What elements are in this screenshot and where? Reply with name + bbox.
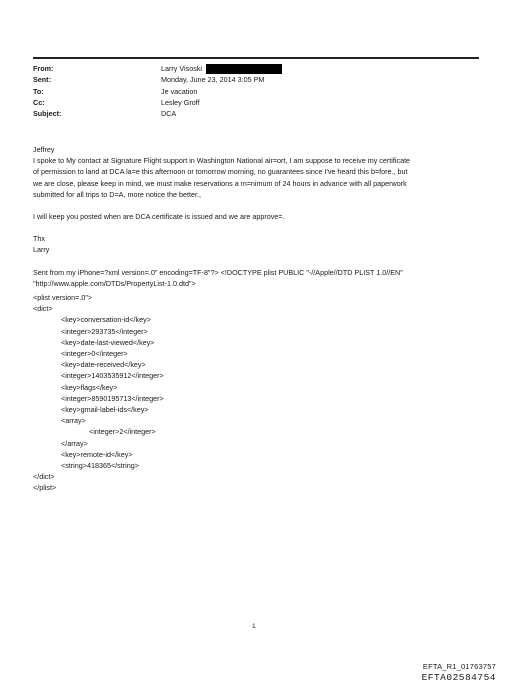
email-body [33,144,483,289]
from-row [33,63,282,74]
plist-line: <integer>1403535912</integer> [61,371,164,381]
page-number: 1 [252,623,256,630]
plist-line: <array> [61,416,86,426]
plist-line: <key>gmail-label-ids</key> [61,405,149,415]
sent-from-line: "http://www.apple.com/DTDs/PropertyList-1.0.dtd"> [33,278,196,288]
plist-line: <string>418365</string> [61,461,139,471]
email-header [33,63,282,119]
sent-value: Monday, June 23, 2014 3:05 PM [161,75,265,85]
plist-line: </array> [61,438,88,448]
plist-line: <key>remote-id</key> [61,449,133,459]
paragraph-line: of permission to land at DCA la=e this afternoon or tomorrow morning, no guarantees since I've heard this b=fore., but [33,167,408,177]
plist-line: <integer>2</integer> [89,427,156,437]
redaction-block [206,64,282,74]
salutation: Jeffrey [33,145,55,154]
plist-line: <integer>8590195713</integer> [61,393,164,403]
from-value: Larry Visoski [161,64,203,73]
plist-line: <dict> [33,304,53,314]
from-label: From: [33,64,54,73]
signature-name: Larry [33,245,50,255]
subject-row [33,108,282,119]
plist-line: <key>date-received</key> [61,360,146,370]
cc-row [33,97,282,108]
to-value: Je vacation [161,86,198,96]
plist-line: <key>date-last-viewed</key> [61,337,155,347]
plist-line: <integer>0</integer> [61,349,128,359]
plist-block [33,292,164,494]
to-label: To: [33,86,44,96]
bates-stamp-secondary: EFTA02584754 [421,672,496,683]
subject-label: Subject: [33,109,62,119]
cc-value: Lesley Groff [161,97,200,107]
plist-line: <key>conversation-id</key> [61,315,151,325]
cc-label: Cc: [33,97,45,107]
paragraph-line: I spoke to My contact at Signature Flight support in Washington National air=ort, I am suppose to receive my certificate [33,156,411,166]
paragraph: I will keep you posted when are DCA certificate is issued and we are approve=. [33,212,285,222]
plist-line: <integer>293735</integer> [61,326,148,336]
header-divider [33,57,479,59]
to-row [33,86,282,97]
subject-value: DCA [161,109,177,119]
plist-line: <key>flags</key> [61,382,118,392]
plist-line: </dict> [33,472,55,482]
paragraph-line: we are close, please keep in mind, we must make reservations a m=nimum of 24 hours in advance with all paperwork [33,178,407,188]
signoff: Thx [33,234,45,244]
sent-row [33,74,282,85]
bates-stamp-primary: EFTA_R1_01763757 [422,662,496,671]
plist-line: </plist> [33,483,57,493]
sent-label: Sent: [33,75,51,85]
paragraph-line: submitted for all trips to D=A, more notice the better., [33,189,201,199]
sent-from-line: Sent from my iPhone=?xml version=.0" encoding=TF-8"?> <!DOCTYPE plist PUBLIC "-//Apple//DTD PLIST 1.0//EN" [33,267,403,277]
plist-line: <plist version=.0"> [33,293,93,302]
